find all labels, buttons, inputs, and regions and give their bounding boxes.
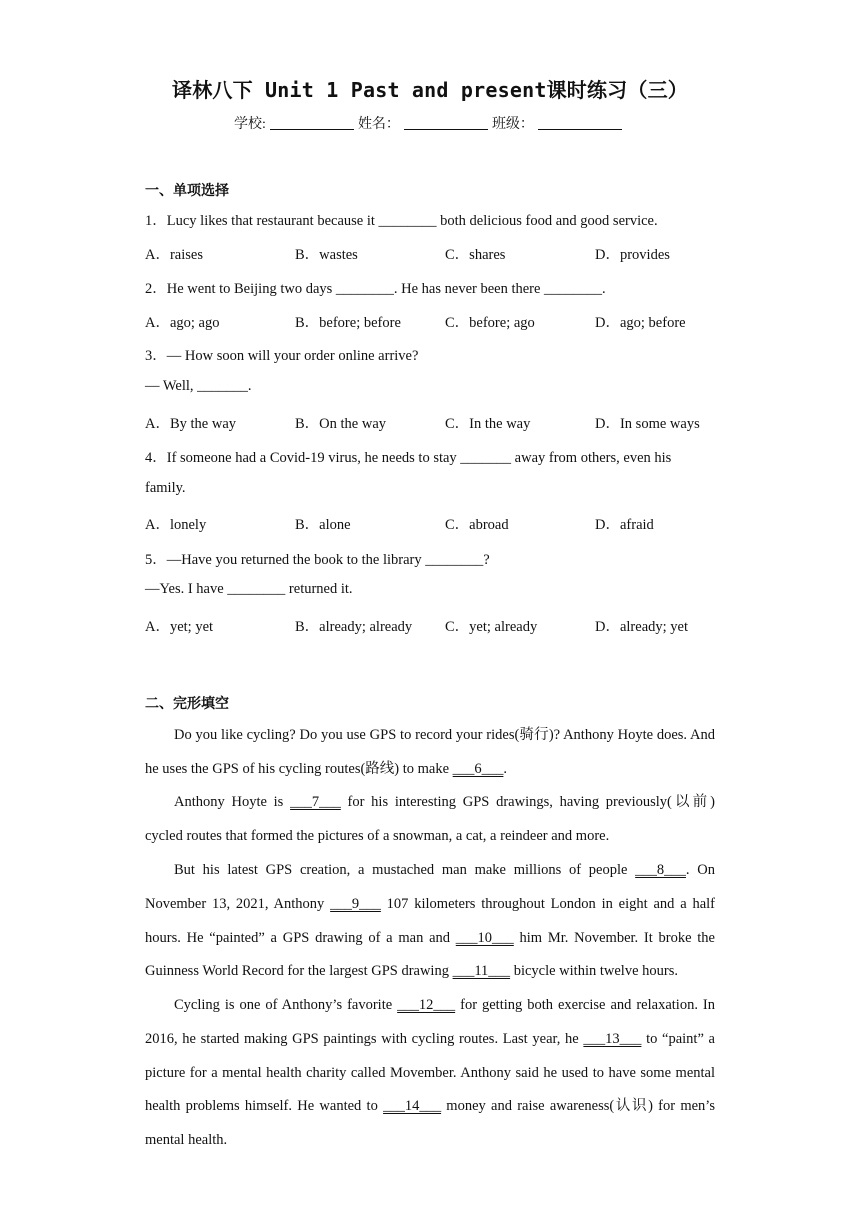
blank-10[interactable]: ___10___ xyxy=(455,929,514,946)
paragraph-text: to “paint” a picture for a mental health charity called Movember. Anthony said he used to have some mental health problems himself. He wanted to xyxy=(145,1030,715,1115)
paragraph-text: But his latest GPS creation, a mustached man make millions of people xyxy=(174,862,636,878)
option-d[interactable]: D．already; yet xyxy=(595,619,689,635)
question-3-stem: 3．— How soon will your order online arrive? xyxy=(145,348,419,364)
option-b[interactable]: B．already; already xyxy=(295,619,413,635)
paragraph-text: for his interesting GPS drawings, having previously(以前) cycled routes that formed the pictures of a snowman, a cat, a reindeer and more. xyxy=(145,794,715,844)
paragraph-text: . On November 13, 2021, Anthony xyxy=(145,862,715,912)
student-info-line xyxy=(0,113,860,133)
blank-12[interactable]: ___12___ xyxy=(397,997,456,1013)
blank-13[interactable]: ___13___ xyxy=(583,1030,642,1047)
paragraph-text: bicycle within twelve hours. xyxy=(510,963,678,980)
question-4-stem: 4．If someone had a Covid-19 virus, he needs to stay _______ away from others, even his xyxy=(145,450,672,466)
paragraph-text: money and raise awareness(认识) for men’s mental health. xyxy=(145,1098,715,1149)
blank-14[interactable]: ___14___ xyxy=(383,1098,442,1115)
section-heading-single-choice: 一、单项选择 xyxy=(145,183,229,199)
option-d[interactable]: D．In some ways xyxy=(595,416,700,432)
option-c[interactable]: C．before; ago xyxy=(445,315,535,331)
cloze-paragraph-2 xyxy=(145,786,715,854)
page-title: 译林八下 Unit 1 Past and present课时练习（三） xyxy=(172,78,688,102)
option-c[interactable]: C．abroad xyxy=(445,517,509,533)
paragraph-text: Do you like cycling? Do you use GPS to record your rides(骑行)? Anthony Hoyte does. And he uses the GPS of his cycling routes(路线) to make xyxy=(145,727,715,777)
name-label: 姓名： xyxy=(357,117,400,132)
class-label: 班级： xyxy=(491,117,534,132)
option-a[interactable]: A．lonely xyxy=(145,517,207,533)
cloze-paragraph-1 xyxy=(145,719,715,787)
class-blank[interactable] xyxy=(538,115,622,130)
paragraph-text: 107 kilometers throughout London in eight and a half hours. He “painted” a GPS drawing of a man and xyxy=(145,895,715,946)
option-b[interactable]: B．alone xyxy=(295,517,351,533)
paragraph-text: Anthony Hoyte is xyxy=(174,794,291,810)
option-a[interactable]: A．raises xyxy=(145,247,203,263)
cloze-paragraph-3 xyxy=(145,854,715,989)
option-c[interactable]: C．In the way xyxy=(445,416,531,432)
option-a[interactable]: A．yet; yet xyxy=(145,619,214,635)
blank-11[interactable]: ___11___ xyxy=(452,963,511,980)
question-3-stem-2: — Well, _______. xyxy=(145,378,252,394)
option-a[interactable]: A．By the way xyxy=(145,416,237,432)
option-b[interactable]: B．On the way xyxy=(295,416,387,432)
option-d[interactable]: D．afraid xyxy=(595,517,654,533)
option-d[interactable]: D．ago; before xyxy=(595,315,686,331)
blank-6[interactable]: ___6___ xyxy=(452,760,504,777)
blank-7[interactable]: ___7___ xyxy=(290,794,341,810)
question-4-stem-2: family. xyxy=(145,480,186,496)
paragraph-text: Cycling is one of Anthony’s favorite xyxy=(174,997,398,1013)
section-heading-cloze: 二、完形填空 xyxy=(145,696,229,712)
cloze-paragraph-4 xyxy=(145,989,715,1158)
question-5-stem-2: —Yes. I have ________ returned it. xyxy=(145,581,353,597)
question-2-stem: 2．He went to Beijing two days ________. He has never been there ________. xyxy=(145,281,606,297)
option-c[interactable]: C．yet; already xyxy=(445,619,538,635)
blank-9[interactable]: ___9___ xyxy=(330,895,381,912)
paragraph-text: . xyxy=(503,760,508,777)
question-5-stem: 5．—Have you returned the book to the library ________? xyxy=(145,552,490,568)
name-blank[interactable] xyxy=(404,115,488,130)
school-blank[interactable] xyxy=(270,115,354,130)
option-b[interactable]: B．before; before xyxy=(295,315,401,331)
blank-8[interactable]: ___8___ xyxy=(635,862,686,878)
option-d[interactable]: D．provides xyxy=(595,247,670,263)
school-label: 学校: xyxy=(234,117,266,132)
option-b[interactable]: B．wastes xyxy=(295,247,358,263)
option-c[interactable]: C．shares xyxy=(445,247,506,263)
paragraph-text: him Mr. November. It broke the Guinness World Record for the largest GPS drawing xyxy=(145,929,715,980)
option-a[interactable]: A．ago; ago xyxy=(145,315,220,331)
question-1-stem: 1．Lucy likes that restaurant because it ________ both delicious food and good service. xyxy=(145,213,658,229)
paragraph-text: for getting both exercise and relaxation. In 2016, he started making GPS paintings with cycling routes. Last year, he xyxy=(145,997,716,1047)
